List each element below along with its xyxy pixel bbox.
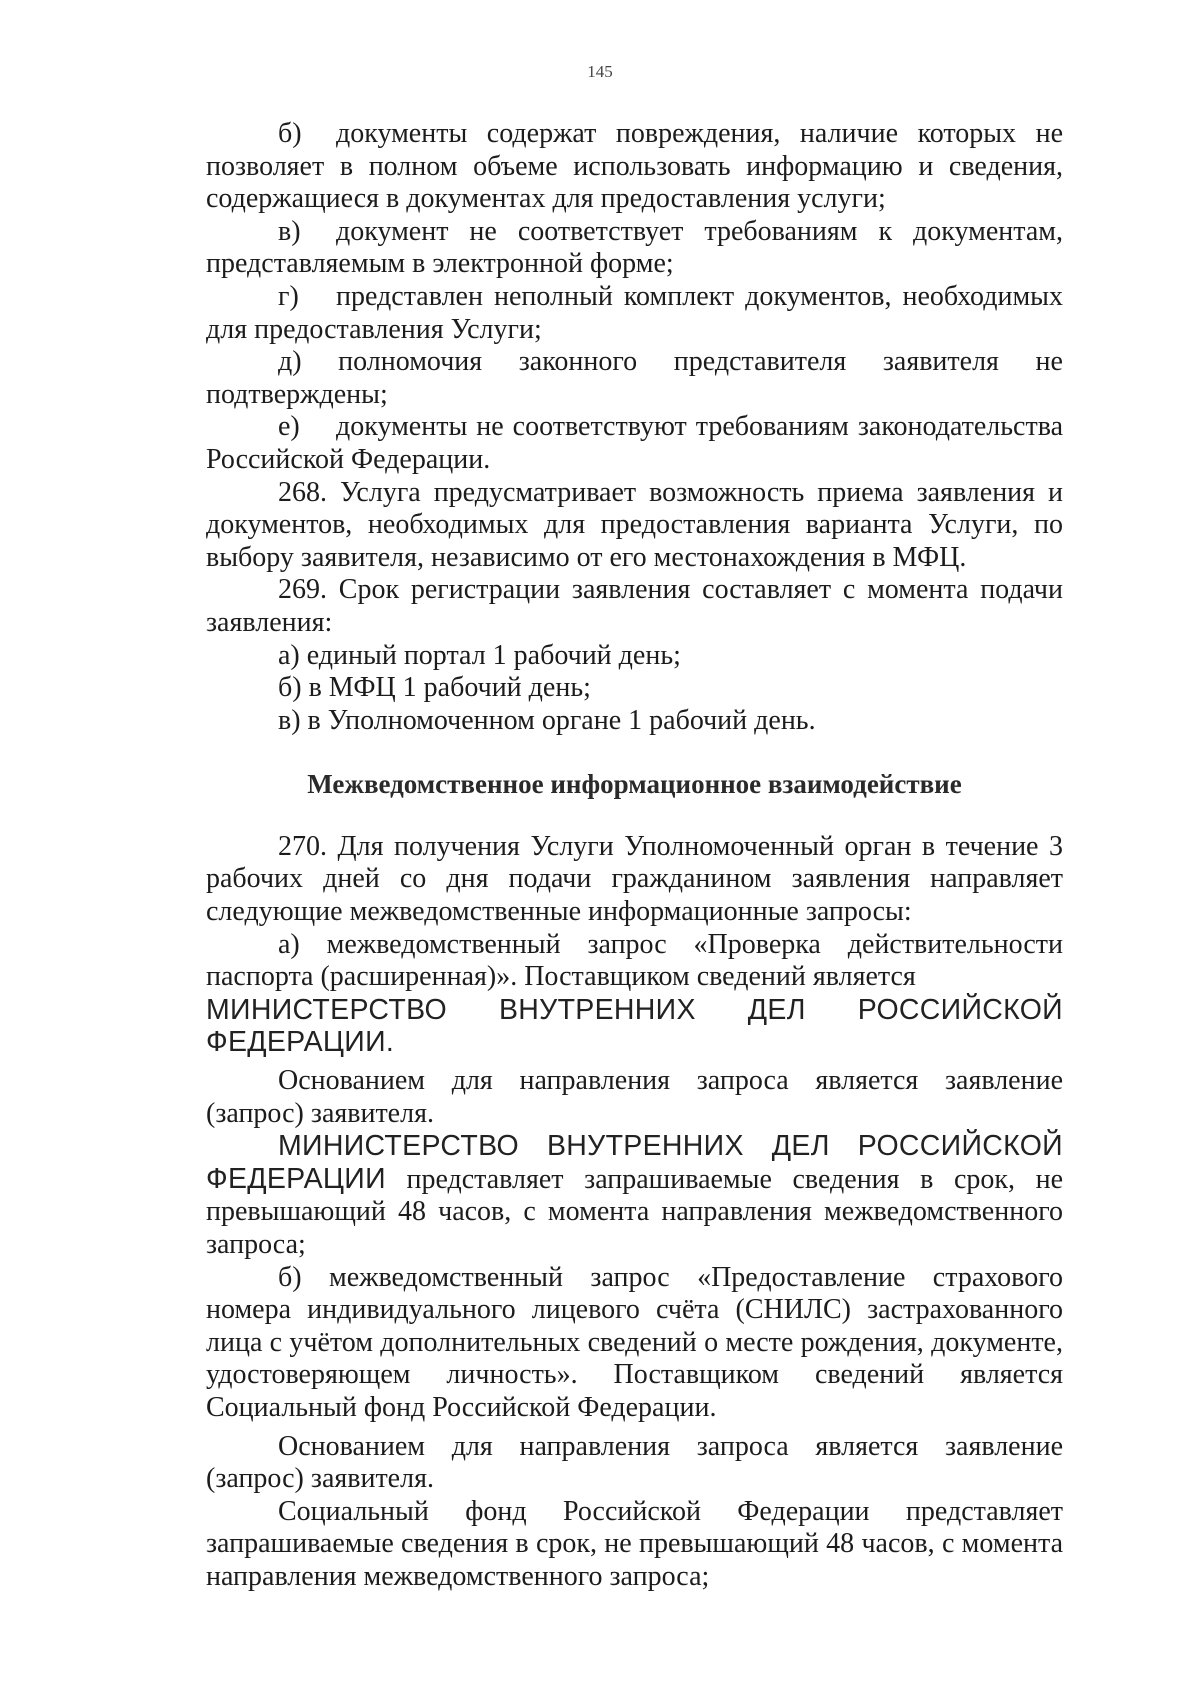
item-text: представлен неполный комплект документов, необходимых для предоставления Услуги; [206, 280, 1063, 345]
word: представителя [673, 346, 847, 378]
word: МИНИСТЕРСТВО [278, 1130, 519, 1163]
word: РОССИЙСКОЙ [857, 993, 1063, 1026]
word: ВНУТРЕННИХ [546, 1130, 744, 1163]
item-d-line [206, 346, 1063, 379]
ministry-name-caps: ФЕДЕРАЦИИ [206, 1162, 386, 1195]
word: заявителя [882, 346, 999, 378]
item-d [206, 346, 1063, 411]
registration-term-c: в) в Уполномоченном органе 1 рабочий день. [278, 704, 816, 736]
word: РОССИЙСКОЙ [857, 1130, 1063, 1163]
paragraph-268: 268. Услуга предусматривает возможность приема заявления и документов, необходимых для предоставления варианта Услуги, по выбору заявителя, независимо от его местонахождения в МФЦ. [206, 476, 1063, 573]
word: не [1035, 346, 1063, 378]
item-text: документы содержат повреждения, наличие которых не позволяет в полном объеме использовать информацию и сведения, содержащиеся в документах для предоставления услуги; [206, 118, 1063, 215]
ministry-provides-line [206, 1130, 1063, 1163]
registration-term-b: б) в МФЦ 1 рабочий день; [278, 672, 591, 704]
item-label: е) [278, 411, 300, 443]
registration-term-a: а) единый портал 1 рабочий день; [278, 639, 681, 671]
request-a-basis: Основанием для направления запроса является заявление (запрос) заявителя. [206, 1065, 1063, 1129]
item-label: г) [278, 280, 299, 312]
word: МИНИСТЕРСТВО [206, 993, 447, 1026]
item-text: документ не соответствует требованиям к документам, представляемым в электронной форме; [206, 215, 1063, 280]
item-label: б) [278, 118, 302, 149]
request-b-basis: Основанием для направления запроса является заявление (запрос) заявителя. [206, 1430, 1063, 1495]
item-e [206, 411, 1063, 476]
paragraph-270: 270. Для получения Услуги Уполномоченный орган в течение 3 рабочих дней со дня подачи гражданином заявления направляет следующие межведомственные информационные запросы: [206, 830, 1063, 928]
item-text: документы не соответствуют требованиям законодательства Российской Федерации. [206, 411, 1063, 475]
item-label: д) [278, 346, 302, 378]
page-number: 145 [587, 62, 613, 81]
word: ДЕЛ [771, 1130, 830, 1163]
section-heading: Межведомственное информационное взаимодействие [307, 769, 962, 800]
word: полномочия [338, 346, 483, 378]
word: ВНУТРЕННИХ [498, 993, 696, 1026]
request-b: б) межведомственный запрос «Предоставление страхового номера индивидуального лицевого счёта (СНИЛС) застрахованного лица с учётом дополнительных сведений о месте рождения, документе, удостоверяющем личность». Поставщиком сведений является Социальный фонд Российской Федерации. [206, 1261, 1063, 1423]
sfr-provides-text: Социальный фонд Российской Федерации представляет запрашиваемые сведения в срок, не превышающий 48 часов, с момента направления межведомственного запроса; [206, 1495, 1063, 1592]
item-b [206, 118, 1063, 216]
word: законного [518, 346, 638, 378]
ministry-name-line [206, 994, 1063, 1027]
paragraph-269: 269. Срок регистрации заявления составляет с момента подачи заявления: [206, 574, 1063, 638]
request-a: а) межведомственный запрос «Проверка действительности паспорта (расширенная)». Поставщиком сведений является [206, 928, 1063, 993]
word: ДЕЛ [747, 993, 806, 1026]
item-label: в) [278, 215, 301, 247]
ministry-name-end: ФЕДЕРАЦИИ. [206, 1026, 395, 1059]
item-v [206, 216, 1063, 281]
ministry-provides-text [206, 1163, 1063, 1262]
ministry-provides-rest: представляет запрашиваемые сведения в срок, не превышающий 48 часов, с момента направления межведомственного запроса; [206, 1163, 1063, 1260]
item-d-continuation: подтверждены; [206, 378, 388, 410]
item-g [206, 281, 1063, 346]
document-body [206, 118, 1063, 1594]
